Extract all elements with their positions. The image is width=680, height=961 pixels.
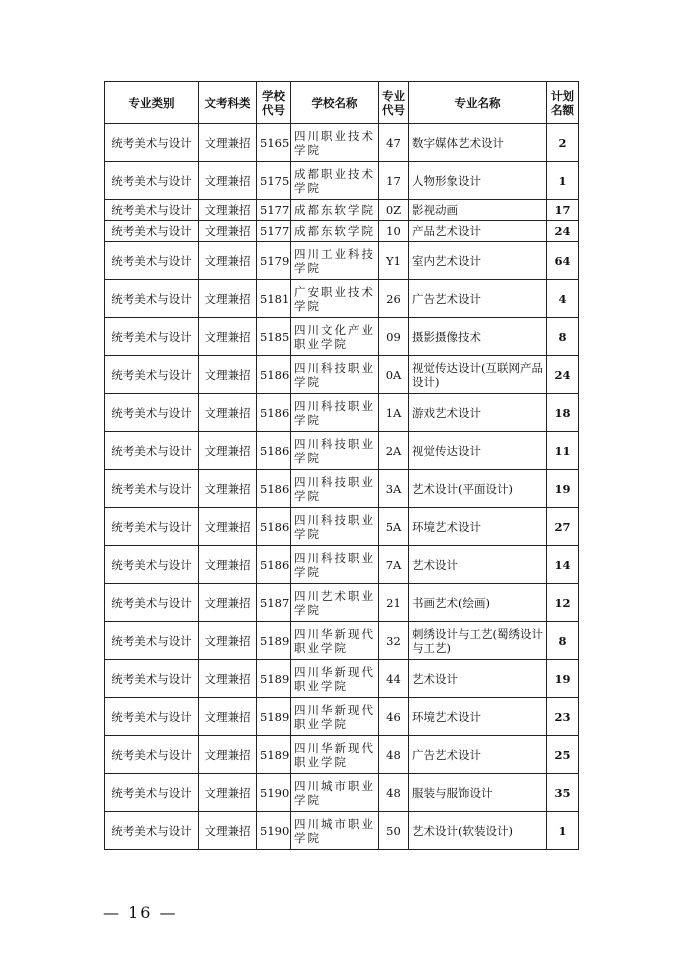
- cell-major-name: 广告艺术设计: [409, 280, 547, 318]
- cell-school-code: 5181: [257, 280, 291, 318]
- header-quota: 计划名额: [547, 82, 579, 124]
- cell-subject: 文理兼招: [199, 124, 257, 162]
- cell-school-name: 四川艺术职业学院: [291, 584, 379, 622]
- cell-quota: 23: [547, 698, 579, 736]
- cell-quota: 1: [547, 812, 579, 850]
- cell-category: 统考美术与设计: [105, 622, 199, 660]
- cell-subject: 文理兼招: [199, 162, 257, 200]
- cell-major-code: 26: [379, 280, 409, 318]
- cell-category: 统考美术与设计: [105, 242, 199, 280]
- cell-school-code: 5186: [257, 470, 291, 508]
- cell-category: 统考美术与设计: [105, 200, 199, 221]
- cell-school-name: 四川城市职业学院: [291, 774, 379, 812]
- cell-school-code: 5177: [257, 221, 291, 242]
- cell-quota: 17: [547, 200, 579, 221]
- table-row: [105, 774, 579, 812]
- cell-school-name: 四川科技职业学院: [291, 356, 379, 394]
- cell-major-code: 3A: [379, 470, 409, 508]
- cell-school-name: 四川华新现代职业学院: [291, 660, 379, 698]
- cell-major-name: 影视动画: [409, 200, 547, 221]
- page-number: — 16 —: [103, 903, 178, 922]
- table-body: [105, 124, 579, 850]
- cell-school-name: 四川科技职业学院: [291, 470, 379, 508]
- cell-major-name: 艺术设计(平面设计): [409, 470, 547, 508]
- table-row: [105, 200, 579, 221]
- cell-quota: 14: [547, 546, 579, 584]
- table-row: [105, 546, 579, 584]
- cell-subject: 文理兼招: [199, 318, 257, 356]
- cell-school-code: 5190: [257, 812, 291, 850]
- cell-subject: 文理兼招: [199, 356, 257, 394]
- table-row: [105, 660, 579, 698]
- cell-major-name: 游戏艺术设计: [409, 394, 547, 432]
- table-row: [105, 470, 579, 508]
- cell-category: 统考美术与设计: [105, 280, 199, 318]
- cell-major-name: 服装与服饰设计: [409, 774, 547, 812]
- cell-major-name: 视觉传达设计: [409, 432, 547, 470]
- table-row: [105, 584, 579, 622]
- cell-major-code: 1A: [379, 394, 409, 432]
- cell-major-code: 47: [379, 124, 409, 162]
- cell-category: 统考美术与设计: [105, 221, 199, 242]
- cell-major-name: 艺术设计: [409, 546, 547, 584]
- cell-subject: 文理兼招: [199, 774, 257, 812]
- cell-school-name: 四川科技职业学院: [291, 508, 379, 546]
- cell-school-name: 广安职业技术学院: [291, 280, 379, 318]
- table-row: [105, 124, 579, 162]
- cell-school-code: 5189: [257, 660, 291, 698]
- cell-quota: 35: [547, 774, 579, 812]
- cell-major-name: 摄影摄像技术: [409, 318, 547, 356]
- cell-quota: 19: [547, 660, 579, 698]
- cell-subject: 文理兼招: [199, 698, 257, 736]
- header-subject: 文考科类: [199, 82, 257, 124]
- cell-quota: 2: [547, 124, 579, 162]
- cell-subject: 文理兼招: [199, 394, 257, 432]
- enrollment-plan-table: [104, 81, 579, 850]
- header-school-code: 学校代号: [257, 82, 291, 124]
- cell-school-name: 四川职业技术学院: [291, 124, 379, 162]
- cell-school-name: 成都东软学院: [291, 200, 379, 221]
- cell-category: 统考美术与设计: [105, 660, 199, 698]
- cell-major-name: 艺术设计(软装设计): [409, 812, 547, 850]
- cell-category: 统考美术与设计: [105, 470, 199, 508]
- cell-quota: 25: [547, 736, 579, 774]
- cell-school-name: 四川科技职业学院: [291, 432, 379, 470]
- cell-major-code: 09: [379, 318, 409, 356]
- cell-major-name: 环境艺术设计: [409, 508, 547, 546]
- table-row: [105, 736, 579, 774]
- cell-category: 统考美术与设计: [105, 124, 199, 162]
- cell-school-code: 5185: [257, 318, 291, 356]
- header-school-name: 学校名称: [291, 82, 379, 124]
- table-header-row: [105, 82, 579, 124]
- cell-major-code: 2A: [379, 432, 409, 470]
- cell-quota: 4: [547, 280, 579, 318]
- cell-major-name: 室内艺术设计: [409, 242, 547, 280]
- cell-school-code: 5190: [257, 774, 291, 812]
- table-row: [105, 280, 579, 318]
- cell-school-code: 5189: [257, 698, 291, 736]
- cell-quota: 8: [547, 318, 579, 356]
- cell-quota: 24: [547, 221, 579, 242]
- cell-subject: 文理兼招: [199, 280, 257, 318]
- cell-major-code: Y1: [379, 242, 409, 280]
- cell-quota: 64: [547, 242, 579, 280]
- cell-subject: 文理兼招: [199, 242, 257, 280]
- cell-subject: 文理兼招: [199, 200, 257, 221]
- table-row: [105, 242, 579, 280]
- cell-school-name: 四川华新现代职业学院: [291, 736, 379, 774]
- table-row: [105, 432, 579, 470]
- header-category: 专业类别: [105, 82, 199, 124]
- cell-category: 统考美术与设计: [105, 584, 199, 622]
- cell-school-code: 5189: [257, 736, 291, 774]
- cell-school-name: 四川文化产业职业学院: [291, 318, 379, 356]
- cell-subject: 文理兼招: [199, 660, 257, 698]
- cell-school-name: 四川华新现代职业学院: [291, 622, 379, 660]
- cell-category: 统考美术与设计: [105, 736, 199, 774]
- cell-school-code: 5186: [257, 356, 291, 394]
- table-row: [105, 356, 579, 394]
- cell-major-code: 48: [379, 774, 409, 812]
- cell-school-name: 四川工业科技学院: [291, 242, 379, 280]
- cell-category: 统考美术与设计: [105, 162, 199, 200]
- cell-major-name: 艺术设计: [409, 660, 547, 698]
- cell-quota: 18: [547, 394, 579, 432]
- table-row: [105, 221, 579, 242]
- cell-category: 统考美术与设计: [105, 394, 199, 432]
- cell-quota: 24: [547, 356, 579, 394]
- cell-school-code: 5189: [257, 622, 291, 660]
- cell-school-name: 成都职业技术学院: [291, 162, 379, 200]
- cell-major-code: 46: [379, 698, 409, 736]
- cell-subject: 文理兼招: [199, 622, 257, 660]
- cell-major-code: 32: [379, 622, 409, 660]
- cell-school-name: 四川科技职业学院: [291, 394, 379, 432]
- cell-category: 统考美术与设计: [105, 356, 199, 394]
- cell-category: 统考美术与设计: [105, 508, 199, 546]
- cell-major-name: 环境艺术设计: [409, 698, 547, 736]
- cell-quota: 1: [547, 162, 579, 200]
- cell-subject: 文理兼招: [199, 584, 257, 622]
- cell-major-code: 0A: [379, 356, 409, 394]
- cell-major-name: 书画艺术(绘画): [409, 584, 547, 622]
- cell-major-code: 48: [379, 736, 409, 774]
- cell-category: 统考美术与设计: [105, 546, 199, 584]
- cell-quota: 12: [547, 584, 579, 622]
- cell-major-code: 50: [379, 812, 409, 850]
- table-row: [105, 812, 579, 850]
- cell-quota: 11: [547, 432, 579, 470]
- cell-major-name: 刺绣设计与工艺(蜀绣设计与工艺): [409, 622, 547, 660]
- cell-school-code: 5165: [257, 124, 291, 162]
- cell-school-name: 四川城市职业学院: [291, 812, 379, 850]
- cell-major-code: 0Z: [379, 200, 409, 221]
- header-major-name: 专业名称: [409, 82, 547, 124]
- cell-major-code: 17: [379, 162, 409, 200]
- cell-subject: 文理兼招: [199, 812, 257, 850]
- cell-category: 统考美术与设计: [105, 698, 199, 736]
- cell-category: 统考美术与设计: [105, 318, 199, 356]
- cell-school-code: 5186: [257, 546, 291, 584]
- cell-subject: 文理兼招: [199, 508, 257, 546]
- cell-category: 统考美术与设计: [105, 812, 199, 850]
- cell-school-name: 成都东软学院: [291, 221, 379, 242]
- cell-major-name: 广告艺术设计: [409, 736, 547, 774]
- cell-major-name: 视觉传达设计(互联网产品设计): [409, 356, 547, 394]
- cell-quota: 19: [547, 470, 579, 508]
- cell-major-code: 21: [379, 584, 409, 622]
- cell-major-code: 7A: [379, 546, 409, 584]
- cell-school-name: 四川华新现代职业学院: [291, 698, 379, 736]
- table-row: [105, 622, 579, 660]
- cell-major-code: 5A: [379, 508, 409, 546]
- cell-school-code: 5187: [257, 584, 291, 622]
- cell-quota: 27: [547, 508, 579, 546]
- cell-subject: 文理兼招: [199, 736, 257, 774]
- cell-quota: 8: [547, 622, 579, 660]
- table-row: [105, 162, 579, 200]
- cell-category: 统考美术与设计: [105, 774, 199, 812]
- cell-subject: 文理兼招: [199, 546, 257, 584]
- table-row: [105, 318, 579, 356]
- cell-school-code: 5186: [257, 394, 291, 432]
- cell-school-code: 5179: [257, 242, 291, 280]
- cell-school-code: 5177: [257, 200, 291, 221]
- cell-school-code: 5175: [257, 162, 291, 200]
- cell-major-name: 产品艺术设计: [409, 221, 547, 242]
- cell-school-name: 四川科技职业学院: [291, 546, 379, 584]
- cell-major-code: 44: [379, 660, 409, 698]
- table-row: [105, 508, 579, 546]
- cell-subject: 文理兼招: [199, 432, 257, 470]
- table-row: [105, 698, 579, 736]
- cell-subject: 文理兼招: [199, 470, 257, 508]
- cell-major-name: 人物形象设计: [409, 162, 547, 200]
- cell-subject: 文理兼招: [199, 221, 257, 242]
- cell-school-code: 5186: [257, 508, 291, 546]
- table-row: [105, 394, 579, 432]
- cell-category: 统考美术与设计: [105, 432, 199, 470]
- cell-school-code: 5186: [257, 432, 291, 470]
- cell-major-name: 数字媒体艺术设计: [409, 124, 547, 162]
- header-major-code: 专业代号: [379, 82, 409, 124]
- cell-major-code: 10: [379, 221, 409, 242]
